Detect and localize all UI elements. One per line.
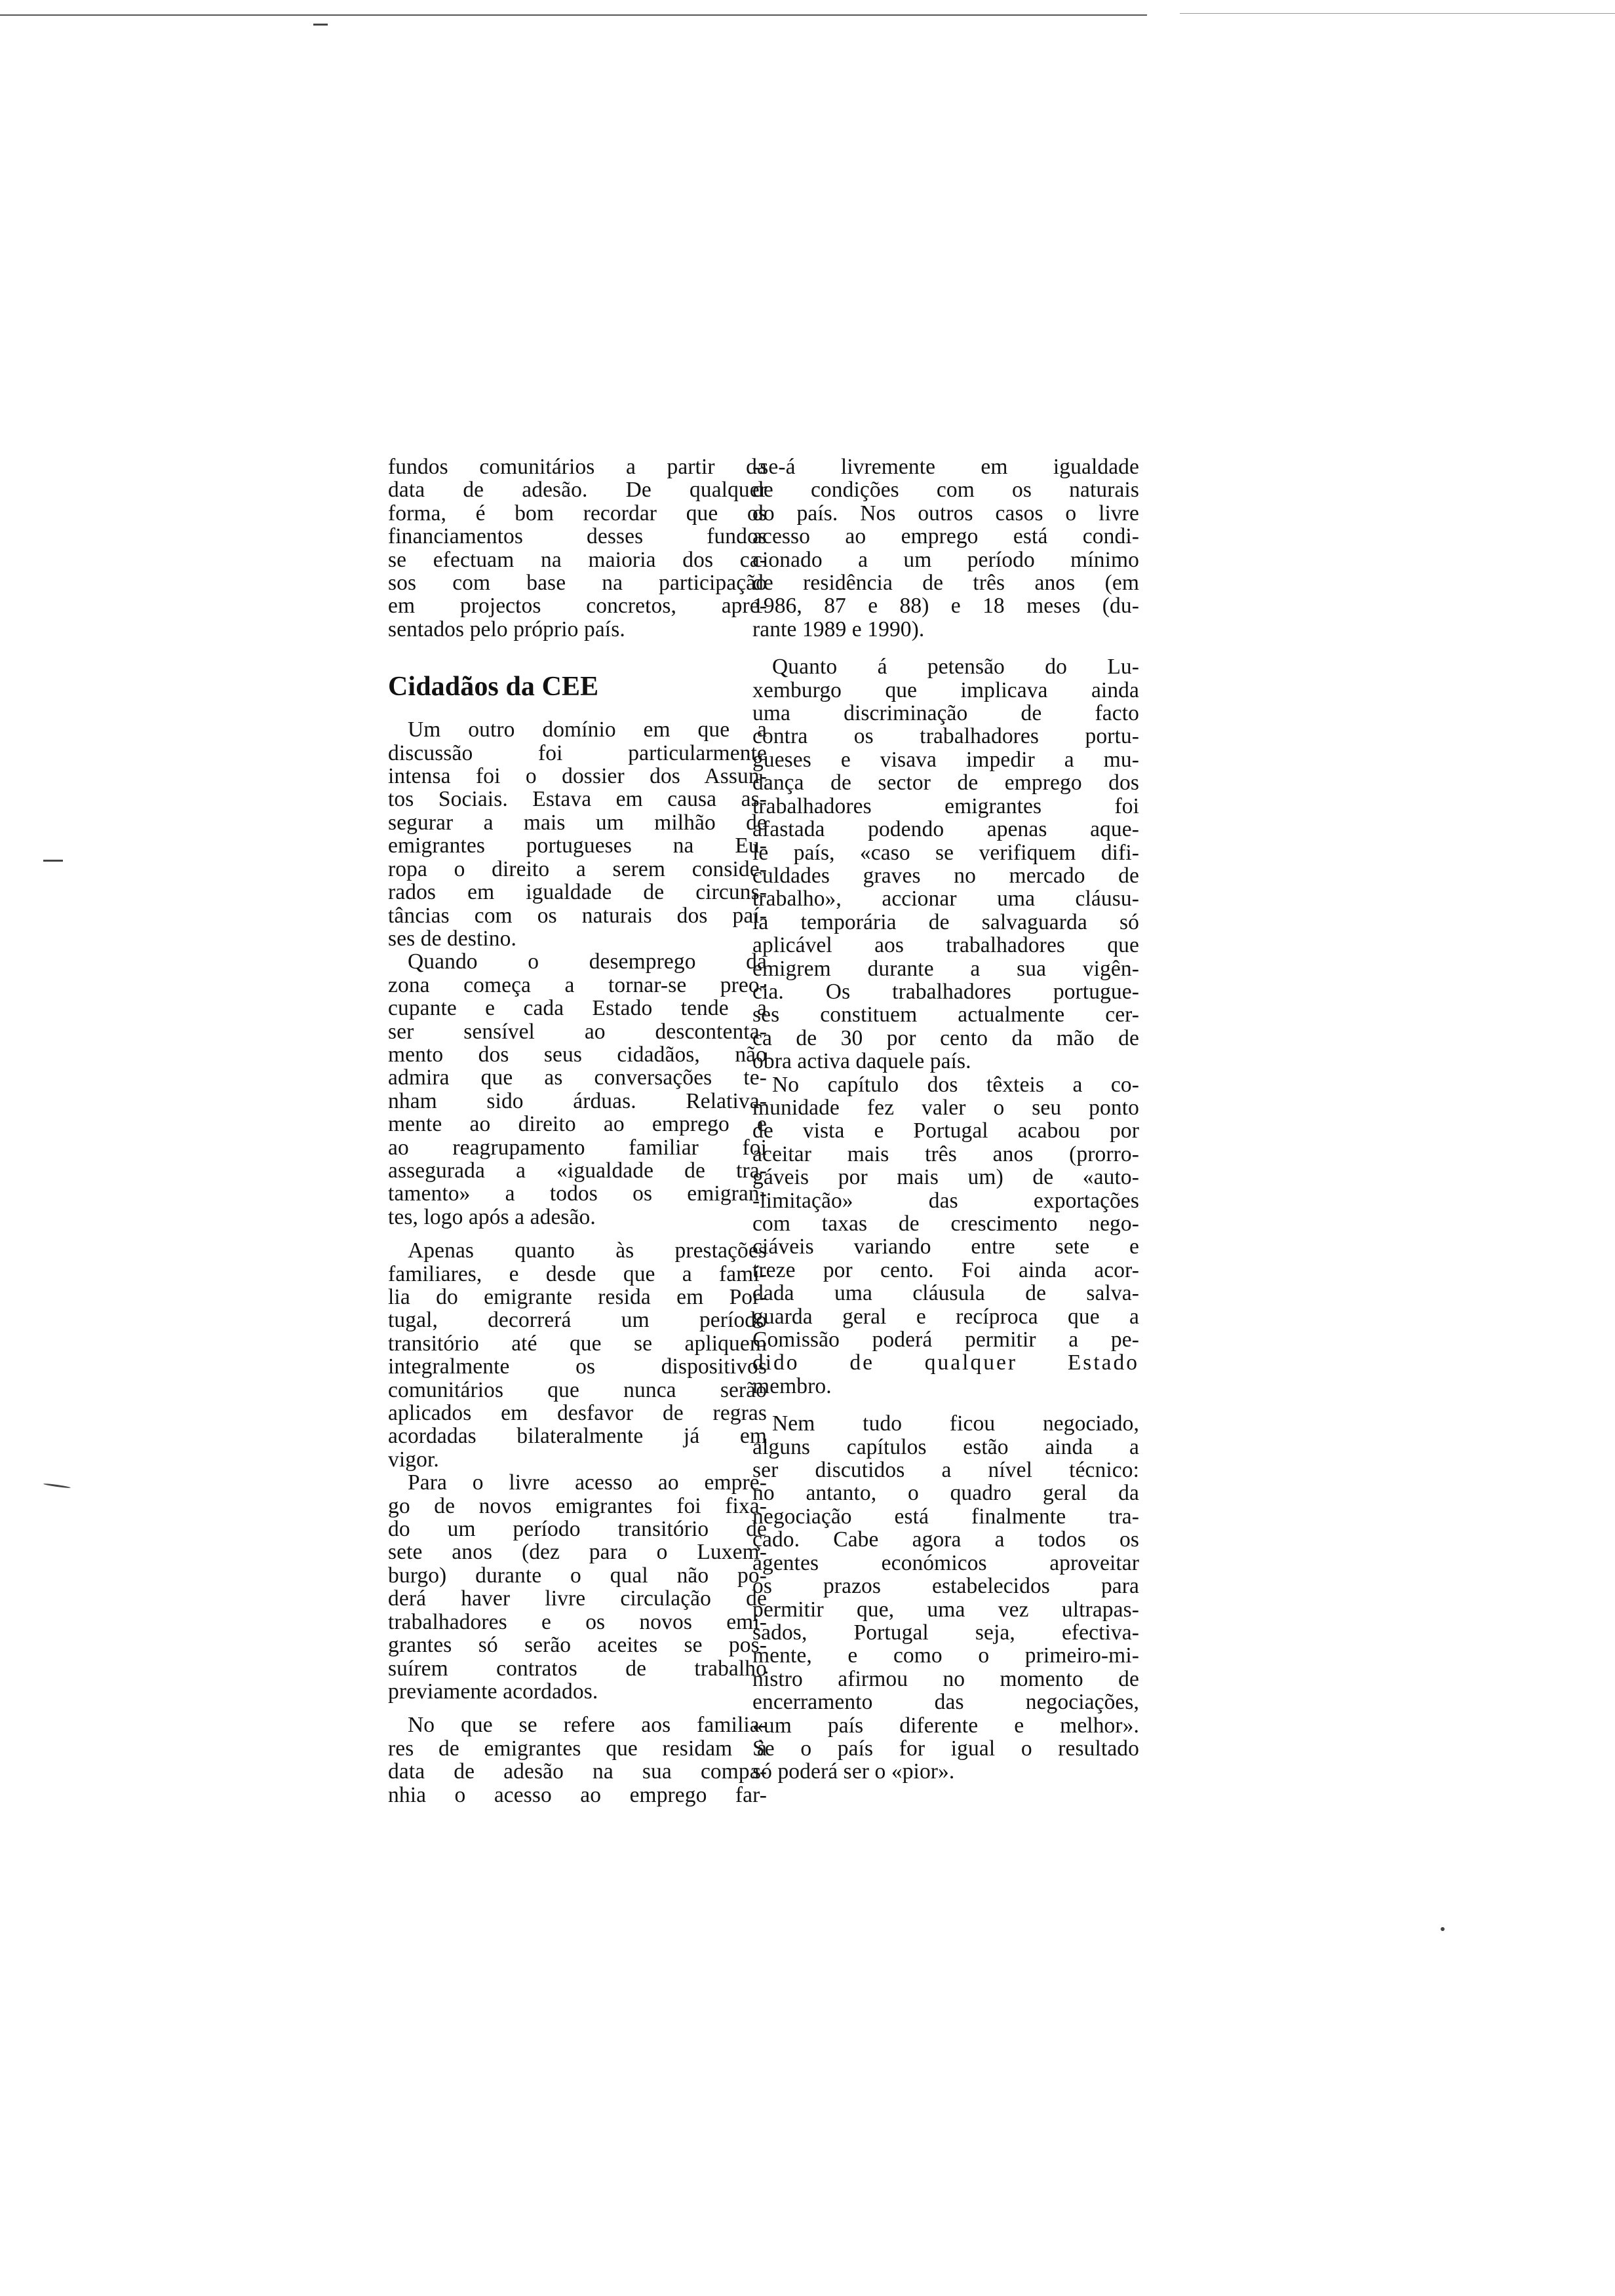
text-line: nhia o acesso ao emprego far- bbox=[388, 1782, 767, 1807]
text-line: mento dos seus cidadãos, não bbox=[388, 1042, 767, 1067]
text-line: cia. Os trabalhadores portugue- bbox=[752, 979, 1139, 1004]
text-line: go de novos emigrantes foi fixa- bbox=[388, 1493, 767, 1518]
text-line: mente, e como o primeiro-mi- bbox=[752, 1643, 1139, 1668]
text-line: nham sido árduas. Relativa- bbox=[388, 1088, 767, 1113]
text-line: vigor. bbox=[388, 1447, 439, 1472]
text-line: Quanto á petensão do Lu- bbox=[772, 655, 1139, 679]
text-line: só poderá ser o «pior». bbox=[752, 1759, 955, 1784]
text-line: encerramento das negociações, bbox=[752, 1690, 1139, 1715]
left-paragraph-1 bbox=[388, 718, 767, 950]
text-line: emigrantes portugueses na Eu- bbox=[388, 833, 767, 858]
text-line: treze por cento. Foi ainda acor- bbox=[752, 1257, 1139, 1282]
article-right-column bbox=[752, 455, 1139, 1784]
text-line: trabalhadores emigrantes foi bbox=[752, 794, 1139, 818]
text-line: dido de qualquer Estado bbox=[752, 1350, 1139, 1375]
text-line: admira que as conversações te- bbox=[388, 1065, 767, 1090]
text-line: emigrem durante a sua vigên- bbox=[752, 956, 1139, 981]
text-line: -se-á livremente em igualdade bbox=[752, 455, 1139, 479]
text-line: trabalhadores e os novos emi- bbox=[388, 1609, 767, 1634]
text-line: ao reagrupamento familiar foi bbox=[388, 1135, 767, 1160]
text-line: cupante e cada Estado tende a bbox=[388, 996, 767, 1021]
text-line: tamento» a todos os emigran- bbox=[388, 1181, 767, 1206]
text-line: Comissão poderá permitir a pe- bbox=[752, 1328, 1139, 1352]
text-line: dada uma cláusula de salva- bbox=[752, 1281, 1139, 1306]
scan-top-rule bbox=[0, 14, 1147, 16]
text-line: de condições com os naturais bbox=[752, 478, 1139, 503]
text-line: intensa foi o dossier dos Assun- bbox=[388, 764, 767, 789]
text-line: «um país diferente e melhor». bbox=[752, 1713, 1139, 1738]
text-line: guarda geral e recíproca que a bbox=[752, 1304, 1139, 1329]
text-line: Apenas quanto às prestações bbox=[408, 1238, 767, 1263]
text-line: aceitar mais três anos (prorro- bbox=[752, 1141, 1139, 1166]
text-line: afastada podendo apenas aque- bbox=[752, 817, 1139, 842]
text-line: ca de 30 por cento da mão de bbox=[752, 1025, 1139, 1050]
text-line: gáveis por mais um) de «auto- bbox=[752, 1165, 1139, 1190]
text-line: No capítulo dos têxteis a co- bbox=[772, 1072, 1139, 1097]
text-line: sados, Portugal seja, efectiva- bbox=[752, 1620, 1139, 1645]
text-line: agentes económicos aproveitar bbox=[752, 1550, 1139, 1575]
text-line: ciáveis variando entre sete e bbox=[752, 1234, 1139, 1259]
right-paragraph-2 bbox=[752, 655, 1139, 1073]
text-line: la temporária de salvaguarda só bbox=[752, 909, 1139, 934]
text-line: financiamentos desses fundos bbox=[388, 524, 767, 549]
text-line: sete anos (dez para o Luxem- bbox=[388, 1540, 767, 1565]
scan-margin-curve bbox=[43, 1483, 71, 1489]
text-line: Para o livre acesso ao empre- bbox=[408, 1470, 767, 1495]
section-heading: Cidadãos da CEE bbox=[388, 672, 599, 702]
text-line: alguns capítulos estão ainda a bbox=[752, 1434, 1139, 1459]
scan-margin-mark bbox=[43, 860, 63, 862]
text-line: negociação está finalmente tra- bbox=[752, 1504, 1139, 1529]
text-line: rante 1989 e 1990). bbox=[752, 617, 925, 641]
text-line: fundos comunitários a partir da bbox=[388, 455, 767, 479]
scan-dash-mark bbox=[313, 24, 328, 26]
text-line: -limitação» das exportações bbox=[752, 1188, 1139, 1213]
text-line: integralmente os dispositivos bbox=[388, 1354, 767, 1379]
text-line: aplicados em desfavor de regras bbox=[388, 1401, 767, 1426]
text-line: suírem contratos de trabalho bbox=[388, 1656, 767, 1681]
text-line: tes, logo após a adesão. bbox=[388, 1204, 596, 1229]
text-line: uma discriminação de facto bbox=[752, 701, 1139, 726]
text-line: se efectuam na maioria dos ca- bbox=[388, 547, 767, 572]
text-line: acesso ao emprego está condi- bbox=[752, 524, 1139, 549]
text-line: Um outro domínio em que a bbox=[408, 718, 767, 742]
left-paragraph-5 bbox=[388, 1713, 767, 1807]
text-line: le país, «caso se verifiquem difi- bbox=[752, 840, 1139, 865]
text-line: membro. bbox=[752, 1373, 832, 1398]
text-line: tugal, decorrerá um período bbox=[388, 1308, 767, 1333]
text-line: contra os trabalhadores portu- bbox=[752, 724, 1139, 749]
text-line: ses de destino. bbox=[388, 926, 516, 951]
text-line: tos Sociais. Estava em causa as- bbox=[388, 787, 767, 812]
text-line: ser discutidos a nível técnico: bbox=[752, 1458, 1139, 1483]
text-line: obra activa daquele país. bbox=[752, 1049, 971, 1074]
right-paragraph-4 bbox=[752, 1412, 1139, 1784]
text-line: do um período transitório de bbox=[388, 1517, 767, 1542]
text-line: Nem tudo ficou negociado, bbox=[772, 1411, 1139, 1436]
left-paragraph-4 bbox=[388, 1471, 767, 1703]
text-line: Se o país for igual o resultado bbox=[752, 1736, 1139, 1761]
scan-dot bbox=[1441, 1927, 1445, 1931]
text-line: mente ao direito ao emprego e bbox=[388, 1112, 767, 1137]
text-line: os prazos estabelecidos para bbox=[752, 1574, 1139, 1599]
text-line: tâncias com os naturais dos paí- bbox=[388, 903, 767, 928]
text-line: 1986, 87 e 88) e 18 meses (du- bbox=[752, 594, 1139, 619]
text-line: dança de sector de emprego dos bbox=[752, 771, 1139, 795]
text-line: ser sensível ao descontenta- bbox=[388, 1019, 767, 1044]
text-line: assegurada a «igualdade de tra- bbox=[388, 1158, 767, 1183]
text-line: grantes só serão aceites se pos- bbox=[388, 1633, 767, 1658]
text-line: No que se refere aos familia- bbox=[408, 1713, 767, 1738]
text-line: sentados pelo próprio país. bbox=[388, 617, 625, 641]
left-intro-paragraph bbox=[388, 455, 767, 641]
text-line: ses constituem actualmente cer- bbox=[752, 1003, 1139, 1027]
text-line: xemburgo que implicava ainda bbox=[752, 678, 1139, 702]
text-line: çado. Cabe agora a todos os bbox=[752, 1527, 1139, 1552]
text-line: transitório até que se apliquem bbox=[388, 1331, 767, 1356]
text-line: lia do emigrante resida em Por- bbox=[388, 1285, 767, 1309]
scan-top-rule-right bbox=[1180, 13, 1615, 14]
text-line: de residência de três anos (em bbox=[752, 571, 1139, 596]
article-left-column bbox=[388, 455, 767, 1807]
text-line: no antanto, o quadro geral da bbox=[752, 1481, 1139, 1506]
left-paragraph-3 bbox=[388, 1239, 767, 1471]
text-line: sos com base na participação bbox=[388, 571, 767, 596]
text-line: munidade fez valer o seu ponto bbox=[752, 1095, 1139, 1120]
text-line: permitir que, uma vez ultrapas- bbox=[752, 1597, 1139, 1622]
text-line: nistro afirmou no momento de bbox=[752, 1666, 1139, 1691]
text-line: burgo) durante o qual não po- bbox=[388, 1563, 767, 1588]
text-line: culdades graves no mercado de bbox=[752, 863, 1139, 888]
text-line: zona começa a tornar-se preo- bbox=[388, 972, 767, 997]
text-line: em projectos concretos, apre- bbox=[388, 594, 767, 619]
text-line: data de adesão na sua compa- bbox=[388, 1759, 767, 1784]
text-line: derá haver livre circulação de bbox=[388, 1586, 767, 1611]
text-line: res de emigrantes que residam à bbox=[388, 1736, 767, 1761]
text-line: de vista e Portugal acabou por bbox=[752, 1119, 1139, 1143]
text-line: comunitários que nunca serão bbox=[388, 1377, 767, 1402]
text-line: ropa o direito a serem conside- bbox=[388, 856, 767, 881]
text-line: discussão foi particularmente bbox=[388, 740, 767, 765]
text-line: aplicável aos trabalhadores que bbox=[752, 933, 1139, 958]
text-line: com taxas de crescimento nego- bbox=[752, 1212, 1139, 1236]
left-paragraph-2 bbox=[388, 950, 767, 1229]
text-line: cionado a um período mínimo bbox=[752, 547, 1139, 572]
text-line: forma, é bom recordar que os bbox=[388, 501, 767, 526]
text-line: data de adesão. De qualquer bbox=[388, 478, 767, 503]
text-line: trabalho», accionar uma cláusu- bbox=[752, 887, 1139, 911]
text-line: segurar a mais um milhão de bbox=[388, 810, 767, 835]
text-line: rados em igualdade de circuns- bbox=[388, 880, 767, 905]
text-line: familiares, e desde que a famí- bbox=[388, 1261, 767, 1286]
right-paragraph-3 bbox=[752, 1073, 1139, 1398]
text-line: do país. Nos outros casos o livre bbox=[752, 501, 1139, 526]
right-paragraph-1 bbox=[752, 455, 1139, 641]
text-line: Quando o desemprego da bbox=[408, 949, 767, 974]
text-line: gueses e visava impedir a mu- bbox=[752, 747, 1139, 772]
text-line: previamente acordados. bbox=[388, 1679, 598, 1704]
text-line: acordadas bilateralmente já em bbox=[388, 1424, 767, 1449]
